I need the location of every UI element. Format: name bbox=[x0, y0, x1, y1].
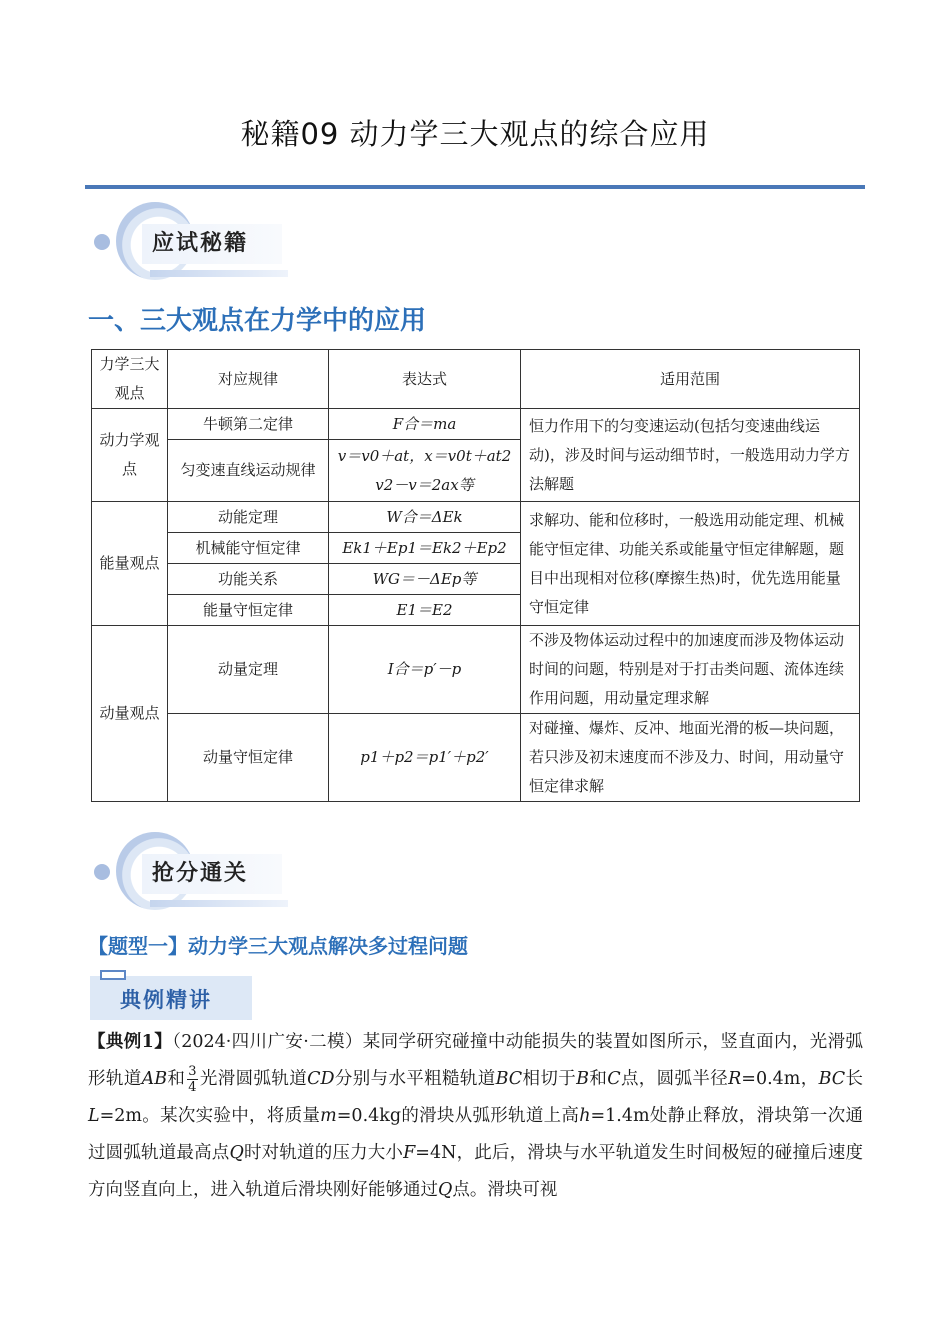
header-cell: 对应规律 bbox=[168, 350, 329, 409]
expression-cell: WG＝－ΔEp等 bbox=[329, 564, 521, 595]
problem-type-heading: 【题型一】动力学三大观点解决多过程问题 bbox=[88, 934, 468, 958]
law-cell: 匀变速直线运动规律 bbox=[168, 440, 329, 502]
example-tag-label: 典例精讲 bbox=[120, 988, 212, 1012]
title-divider bbox=[85, 185, 865, 189]
law-cell: 动量定理 bbox=[168, 626, 329, 714]
example-label: 【典例1】 bbox=[88, 1032, 173, 1052]
expression-cell: v＝v0＋at，x＝v0t＋at2 v2－v＝2ax等 bbox=[329, 440, 521, 502]
example-source: （2024·四川广安·二模） bbox=[172, 1032, 363, 1052]
fraction: $\frac{3}{4}$ bbox=[188, 1064, 197, 1095]
law-cell: 动量守恒定律 bbox=[168, 714, 329, 802]
badge-label: 抢分通关 bbox=[152, 861, 249, 886]
example-paragraph: 【典例1】（2024·四川广安·二模）某同学研究碰撞中动能损失的装置如图所示，竖直面内，光滑弧形轨道AB和 $\frac{3}{4}$ 光滑圆弧轨道CD分别与水平粗糙轨道BC相切于B和C点，圆弧半径R=0.4m，BC长L=2m。某次实验中，将质量m=0.4kg的滑块从弧形轨道上高h=1.4m处静止释放，滑块第一次通过圆弧轨道最高点Q时对轨道的压力大小F=4N，此后，滑块与水平轨道发生时间极短的碰撞后速度方向竖直向上，进入轨道后滑块刚好能够通过Q点。滑块可视 bbox=[88, 1032, 864, 1200]
law-cell: 机械能守恒定律 bbox=[168, 533, 329, 564]
expression-cell: p1＋p2＝p1′＋p2′ bbox=[329, 714, 521, 802]
expression-cell: E1＝E2 bbox=[329, 595, 521, 626]
law-cell: 能量守恒定律 bbox=[168, 595, 329, 626]
section-badge-score-pass bbox=[90, 830, 300, 920]
viewpoint-cell: 能量观点 bbox=[92, 502, 168, 626]
scope-cell: 求解功、能和位移时，一般选用动能定理、机械能守恒定律、功能关系或能量守恒定律解题，题目中出现相对位移(摩擦生热)时，优先选用能量守恒定律 bbox=[521, 502, 860, 626]
header-cell: 适用范围 bbox=[521, 350, 860, 409]
page-title: 秘籍09 动力学三大观点的综合应用 bbox=[240, 117, 710, 151]
expression-cell: Ek1＋Ep1＝Ek2＋Ep2 bbox=[329, 533, 521, 564]
scope-cell: 对碰撞、爆炸、反冲、地面光滑的板—块问题，若只涉及初末速度而不涉及力、时间，用动量守恒定律求解 bbox=[521, 714, 860, 802]
law-cell: 功能关系 bbox=[168, 564, 329, 595]
badge-label: 应试秘籍 bbox=[152, 231, 249, 256]
scope-cell: 恒力作用下的匀变速运动(包括匀变速曲线运动)，涉及时间与运动细节时，一般选用动力学方法解题 bbox=[521, 409, 860, 502]
expression-cell: F合＝ma bbox=[329, 409, 521, 440]
section-badge-exam-tips bbox=[90, 200, 300, 290]
header-cell: 力学三大观点 bbox=[92, 350, 168, 409]
law-cell: 牛顿第二定律 bbox=[168, 409, 329, 440]
badge-dot-icon bbox=[94, 864, 110, 880]
expression-cell: I合＝p′－p bbox=[329, 626, 521, 714]
table-row bbox=[92, 626, 860, 714]
tag-tab-icon bbox=[100, 970, 126, 980]
law-cell: 动能定理 bbox=[168, 502, 329, 533]
table-row bbox=[92, 409, 860, 440]
section-heading: 一、三大观点在力学中的应用 bbox=[88, 306, 427, 336]
expression-cell: W合＝ΔEk bbox=[329, 502, 521, 533]
table-row bbox=[92, 502, 860, 533]
mechanics-viewpoints-table bbox=[91, 349, 860, 802]
scope-cell: 不涉及物体运动过程中的加速度而涉及物体运动时间的问题，特别是对于打击类问题、流体连续作用问题，用动量定理求解 bbox=[521, 626, 860, 714]
table-header-row bbox=[92, 350, 860, 409]
badge-dot-icon bbox=[94, 234, 110, 250]
example-tag bbox=[90, 970, 252, 1020]
table-row bbox=[92, 714, 860, 802]
viewpoint-cell: 动力学观点 bbox=[92, 409, 168, 502]
header-cell: 表达式 bbox=[329, 350, 521, 409]
viewpoint-cell: 动量观点 bbox=[92, 626, 168, 802]
